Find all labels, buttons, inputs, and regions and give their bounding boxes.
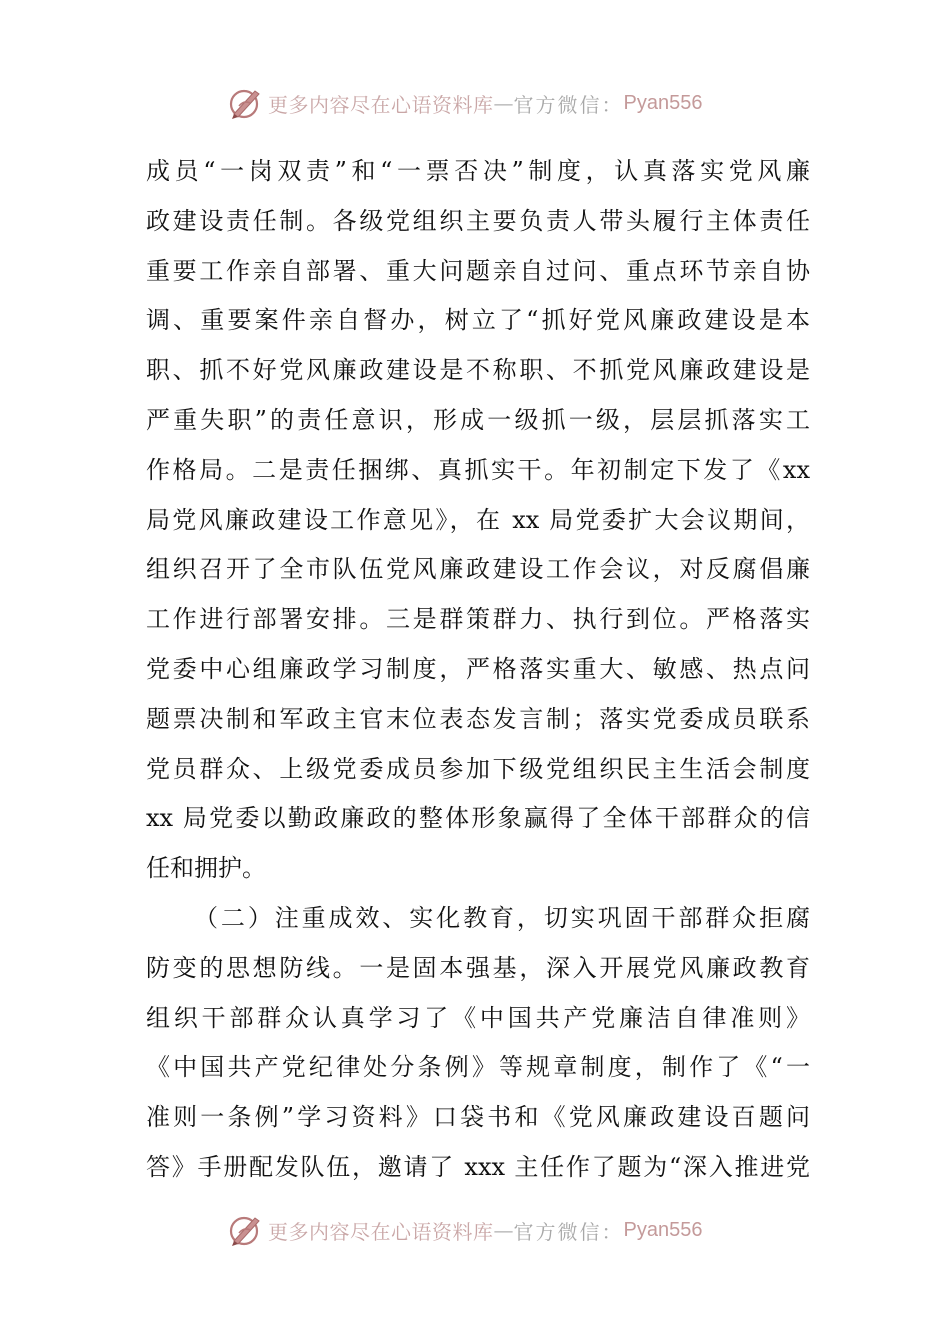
text-line: 党员群众、上级党委成员参加下级党组织民主生活会制度 — [146, 754, 810, 783]
watermark-dash: — — [493, 1218, 514, 1242]
pen-logo-icon — [226, 1211, 264, 1249]
text-line: 党委中心组廉政学习制度，严格落实重大、敏感、热点问 — [146, 654, 810, 683]
text-line: 调、重要案件亲自督办，树立了“抓好党风廉政建设是本 — [146, 306, 810, 335]
text-line: 职、抓不好党风廉政建设是不称职、不抓党风廉政建设是 — [146, 356, 810, 385]
text-line: 严重失职”的责任意识，形成一级抓一级，层层抓落实工 — [146, 405, 810, 434]
text-line: 政建设责任制。各级党组织主要负责人带头履行主体责任 — [146, 206, 810, 235]
watermark-text: 更多内容尽在心语资料库 — [268, 92, 494, 117]
text-line: 组织召开了全市队伍党风廉政建设工作会议，对反腐倡廉 — [146, 555, 810, 584]
text-line: 重要工作亲自部署、重大问题亲自过问、重点环节亲自协 — [146, 256, 810, 285]
text-line: 防变的思想防线。一是固本强基，深入开展党风廉政教育 — [146, 953, 810, 982]
text-line: 组织干部群众认真学习了《中国共产党廉洁自律准则》 — [146, 1003, 810, 1032]
watermark-wechat-id: Pyan556 — [623, 1218, 703, 1241]
watermark-wechat-label: 官方微信： — [513, 1219, 624, 1244]
body-text — [146, 147, 810, 1193]
text-line: 答》手册配发队伍，邀请了 xxx 主任作了题为“深入推进党 — [146, 1152, 810, 1181]
section-heading-line: （二）注重成效、实化教育，切实巩固干部群众拒腐 — [194, 903, 810, 932]
text-line: 《中国共产党纪律处分条例》等规章制度，制作了《“一 — [146, 1053, 810, 1082]
text-line: xx 局党委以勤政廉政的整体形象赢得了全体干部群众的信 — [146, 804, 810, 833]
text-line: 题票决制和军政主官末位表态发言制；落实党委成员联系 — [146, 704, 810, 733]
text-line: 工作进行部署安排。三是群策群力、执行到位。严格落实 — [146, 605, 810, 634]
watermark-text: 更多内容尽在心语资料库 — [268, 1219, 494, 1244]
text-line: 任和拥护。 — [146, 854, 266, 883]
header-watermark — [226, 83, 746, 123]
text-line: 准则一条例”学习资料》口袋书和《党风廉政建设百题问 — [146, 1103, 810, 1132]
text-line: 成员“一岗双责”和“一票否决”制度，认真落实党风廉 — [146, 157, 810, 185]
watermark-wechat-id: Pyan556 — [623, 91, 703, 114]
text-line: 局党风廉政建设工作意见》，在 xx 局党委扩大会议期间， — [146, 505, 810, 534]
pen-logo-icon — [226, 84, 264, 122]
watermark-wechat-label: 官方微信： — [513, 92, 624, 117]
watermark-dash: — — [493, 91, 514, 115]
footer-watermark — [226, 1210, 746, 1250]
text-line: 作格局。二是责任捆绑、真抓实干。年初制定下发了《xx — [146, 455, 810, 484]
